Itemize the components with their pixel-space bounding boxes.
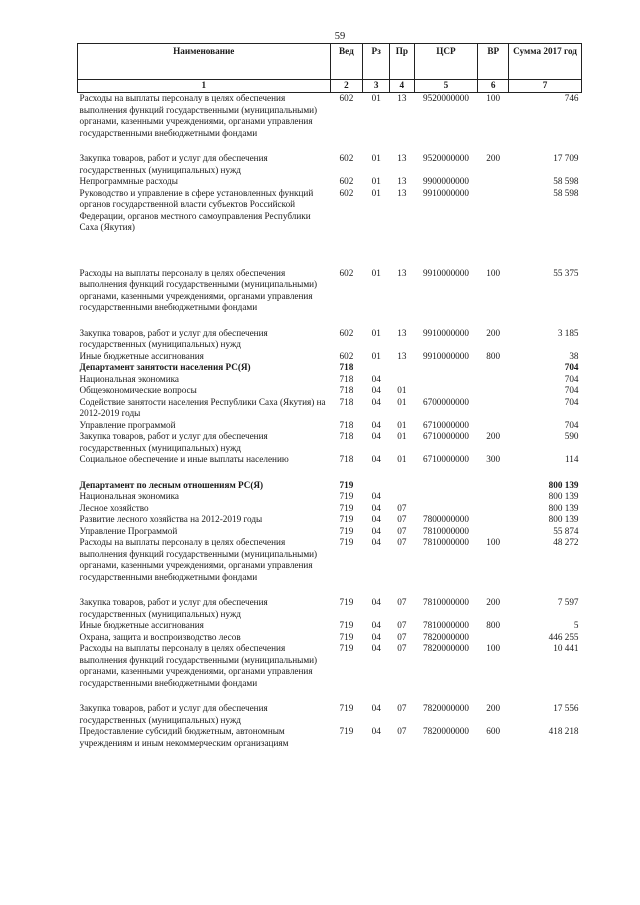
row-ved: 719: [339, 597, 354, 607]
row-pr: 01: [397, 419, 407, 430]
row-pr: [390, 491, 415, 503]
header-ved: Вед: [330, 44, 363, 80]
row-name: Департамент занятости населения РС(Я): [79, 362, 251, 372]
header-rz: Рз: [363, 44, 390, 80]
row-vr: [478, 176, 509, 188]
row-pr: [390, 362, 415, 374]
header-pr: Пр: [390, 44, 415, 80]
row-sum: 704: [564, 419, 579, 430]
row-pr: 07: [397, 537, 407, 547]
row-sum: 55 874: [553, 525, 579, 536]
row-csr: 9910000000: [423, 267, 469, 278]
table-row: [78, 597, 582, 620]
row-rz: 04: [371, 431, 381, 441]
row-sum: 800 139: [548, 514, 579, 524]
table-row: [78, 188, 582, 268]
row-ved: 719: [339, 514, 354, 524]
row-rz: 04: [371, 620, 381, 630]
row-name: Охрана, защита и воспроизводство лесов: [79, 631, 241, 642]
row-vr: [478, 514, 509, 526]
row-sum: 17 556: [553, 703, 579, 713]
row-csr: 7820000000: [423, 643, 469, 653]
row-csr: 9910000000: [423, 187, 469, 198]
row-ved: 718: [339, 454, 354, 464]
row-pr: 13: [397, 267, 407, 278]
row-csr: 7810000000: [423, 525, 469, 536]
row-csr: 7810000000: [423, 597, 469, 607]
row-pr: 01: [397, 454, 407, 464]
row-csr: 9900000000: [423, 176, 469, 186]
row-vr: 200: [486, 431, 501, 441]
row-ved: 602: [339, 350, 354, 361]
row-sum: 704: [564, 362, 579, 372]
row-pr: 01: [397, 385, 407, 395]
row-pr: 13: [397, 93, 407, 103]
row-vr: [478, 503, 509, 515]
row-csr: 7820000000: [423, 703, 469, 713]
row-ved: 719: [339, 631, 354, 642]
row-vr: [478, 374, 509, 386]
row-sum: 418 218: [548, 726, 579, 736]
row-csr: 6710000000: [423, 454, 469, 464]
row-pr: 01: [397, 431, 407, 441]
row-ved: 602: [339, 93, 354, 103]
row-name: Закупка товаров, работ и услуг для обеспечения государственных (муниципальных) нужд: [79, 703, 268, 725]
row-ved: 718: [339, 396, 354, 407]
row-vr: [478, 526, 509, 538]
row-ved: 602: [339, 267, 354, 278]
row-vr: 800: [486, 350, 501, 361]
row-rz: 01: [371, 350, 381, 361]
row-sum: 7 597: [557, 597, 579, 607]
header-vr: ВР: [478, 44, 509, 80]
row-sum: 800 139: [548, 479, 579, 490]
table-row: [78, 514, 582, 526]
table-row: [78, 537, 582, 597]
row-name: Национальная экономика: [79, 373, 180, 384]
row-pr: 13: [397, 153, 407, 163]
row-name: Содействие занятости населения Республики Саха (Якутия) на 2012-2019 годы: [79, 396, 326, 418]
row-name: Развитие лесного хозяйства на 2012-2019 годы: [79, 514, 263, 524]
row-vr: 200: [486, 597, 501, 607]
row-pr: 07: [397, 597, 407, 607]
row-sum: 17 709: [553, 153, 579, 163]
table-row: [78, 703, 582, 726]
row-sum: 5: [573, 620, 579, 630]
row-vr: 100: [486, 643, 501, 653]
row-sum: 58 598: [553, 176, 579, 186]
row-pr: 13: [397, 350, 407, 361]
row-name: Расходы на выплаты персоналу в целях обеспечения выполнения функций государственными (муниципальными) органами, казенными учреждениями, органами управления государственными внебюджетными фондами: [79, 643, 318, 688]
table-row: [78, 526, 582, 538]
row-pr: 13: [397, 187, 407, 198]
table-row: [78, 420, 582, 432]
table-header: [78, 44, 582, 93]
row-rz: 04: [371, 726, 381, 736]
row-pr: 07: [397, 726, 407, 736]
row-csr: 9910000000: [423, 327, 469, 338]
row-csr: [414, 374, 478, 386]
row-ved: 602: [339, 153, 354, 163]
row-name: Лесное хозяйство: [79, 502, 149, 513]
row-sum: 704: [564, 396, 579, 407]
row-csr: 7810000000: [423, 537, 469, 547]
row-ved: 719: [339, 726, 354, 736]
row-name: Закупка товаров, работ и услуг для обеспечения государственных (муниципальных) нужд: [79, 327, 268, 349]
row-ved: 602: [339, 327, 354, 338]
row-ved: 719: [339, 703, 354, 713]
row-pr: 01: [397, 396, 407, 407]
row-csr: 7820000000: [423, 631, 469, 642]
row-csr: 6700000000: [423, 396, 469, 407]
table-row: [78, 351, 582, 363]
row-rz: 01: [371, 187, 381, 198]
row-rz: 04: [371, 419, 381, 430]
row-pr: 07: [397, 525, 407, 536]
row-sum: 114: [565, 454, 579, 464]
row-rz: 04: [371, 525, 381, 536]
row-ved: 602: [339, 187, 354, 198]
row-vr: [478, 420, 509, 432]
table-row: [78, 480, 582, 492]
row-csr: 6710000000: [423, 419, 469, 430]
row-rz: [363, 362, 390, 374]
row-vr: 600: [486, 726, 501, 736]
table-row: [78, 620, 582, 632]
row-rz: 04: [371, 385, 381, 395]
row-pr: 13: [397, 327, 407, 338]
column-number: 1: [78, 80, 331, 93]
row-vr: 200: [486, 703, 501, 713]
table-row: [78, 503, 582, 515]
row-pr: [390, 480, 415, 492]
row-sum: 704: [564, 373, 579, 384]
table-row: [78, 726, 582, 749]
row-ved: 719: [339, 502, 354, 513]
row-csr: 9520000000: [423, 153, 469, 163]
row-vr: [478, 385, 509, 397]
row-csr: 7800000000: [423, 514, 469, 524]
row-csr: [414, 480, 478, 492]
table-row: [78, 374, 582, 386]
row-vr: [478, 362, 509, 374]
row-ved: 718: [339, 362, 354, 372]
row-name: Закупка товаров, работ и услуг для обеспечения государственных (муниципальных) нужд: [79, 431, 268, 453]
row-vr: 200: [486, 327, 501, 338]
table-body: [78, 93, 582, 750]
row-ved: 719: [339, 620, 354, 630]
table-row: [78, 431, 582, 454]
row-name: Национальная экономика: [79, 491, 180, 501]
table-row: [78, 643, 582, 703]
row-csr: [414, 385, 478, 397]
row-vr: 100: [486, 537, 501, 547]
row-name: Иные бюджетные ассигнования: [79, 350, 204, 361]
row-sum: 800 139: [548, 502, 579, 513]
page-number: 59: [334, 31, 346, 42]
row-rz: 04: [371, 396, 381, 407]
table-row: [78, 454, 582, 480]
table-row: [78, 176, 582, 188]
row-ved: 719: [339, 643, 354, 653]
row-sum: 55 375: [553, 267, 579, 278]
row-rz: 01: [371, 93, 381, 103]
row-name: Закупка товаров, работ и услуг для обеспечения государственных (муниципальных) нужд: [79, 153, 268, 175]
row-rz: 04: [371, 454, 381, 464]
row-pr: 07: [397, 643, 407, 653]
row-ved: 718: [339, 431, 354, 441]
row-sum: 800 139: [548, 491, 579, 501]
row-csr: 9910000000: [423, 350, 469, 361]
row-sum: 446 255: [548, 631, 579, 642]
budget-table: [77, 43, 582, 749]
row-name: Иные бюджетные ассигнования: [79, 620, 204, 630]
row-name: Общеэкономические вопросы: [79, 385, 197, 395]
row-vr: [478, 632, 509, 644]
row-sum: 746: [564, 93, 579, 103]
row-name: Расходы на выплаты персоналу в целях обеспечения выполнения функций государственными (муниципальными) органами, казенными учреждениями, органами управления государственными внебюджетными фондами: [79, 267, 318, 312]
table-row: [78, 153, 582, 176]
row-rz: 04: [371, 703, 381, 713]
header-name: Наименование: [78, 44, 331, 80]
row-vr: 100: [486, 267, 501, 278]
row-vr: [478, 480, 509, 492]
row-rz: 04: [371, 502, 381, 513]
row-csr: [414, 362, 478, 374]
row-rz: 01: [371, 176, 381, 186]
row-name: Расходы на выплаты персоналу в целях обеспечения выполнения функций государственными (муниципальными) органами, казенными учреждениями, органами управления государственными внебюджетными фондами: [79, 537, 318, 582]
row-sum: 590: [564, 431, 579, 441]
row-rz: 04: [371, 491, 381, 501]
row-sum: 38: [569, 350, 579, 361]
row-rz: 04: [371, 373, 381, 384]
row-pr: 13: [397, 176, 407, 186]
row-csr: [414, 491, 478, 503]
row-sum: 48 272: [553, 537, 579, 547]
table-row: [78, 385, 582, 397]
table-row: [78, 397, 582, 420]
row-rz: 04: [371, 597, 381, 607]
row-name: Расходы на выплаты персоналу в целях обеспечения выполнения функций государственными (муниципальными) органами, казенными учреждениями, органами управления государственными внебюджетными фондами: [79, 93, 318, 138]
row-pr: 07: [397, 620, 407, 630]
table-row: [78, 632, 582, 644]
table-row: [78, 362, 582, 374]
row-name: Управление программой: [79, 419, 176, 430]
table-row: [78, 93, 582, 154]
row-name: Предоставление субсидий бюджетным, автономным учреждениям и иным некоммерческим организациям: [79, 726, 289, 748]
row-ved: 718: [339, 385, 354, 395]
row-vr: 100: [486, 93, 501, 103]
row-pr: 07: [397, 514, 407, 524]
header-sum: Сумма 2017 год: [509, 44, 582, 80]
row-pr: 07: [397, 631, 407, 642]
table-row: [78, 268, 582, 328]
row-rz: 04: [371, 537, 381, 547]
row-pr: 07: [397, 502, 407, 513]
table-row: [78, 328, 582, 351]
row-csr: 9520000000: [423, 93, 469, 103]
row-csr: 7820000000: [423, 726, 469, 736]
column-number: 4: [390, 80, 415, 93]
row-name: Руководство и управление в сфере установленных функций органов государственной власти субъектов Российской Федерации, органов местного самоуправления Республики Саха (Якутия): [79, 187, 314, 232]
row-rz: 01: [371, 267, 381, 278]
row-sum: 10 441: [553, 643, 579, 653]
column-number: 3: [363, 80, 390, 93]
row-pr: [390, 374, 415, 386]
row-rz: 04: [371, 643, 381, 653]
row-rz: 01: [371, 153, 381, 163]
row-ved: 718: [339, 373, 354, 384]
row-ved: 719: [339, 525, 354, 536]
table-row: [78, 491, 582, 503]
row-sum: 58 598: [553, 187, 579, 198]
row-csr: 6710000000: [423, 431, 469, 441]
row-vr: [478, 397, 509, 420]
row-ved: 719: [339, 537, 354, 547]
row-vr: 200: [486, 153, 501, 163]
row-rz: 04: [371, 514, 381, 524]
header-csr: ЦСР: [414, 44, 478, 80]
row-rz: [363, 480, 390, 492]
row-vr: [478, 491, 509, 503]
row-csr: [414, 503, 478, 515]
row-ved: 602: [339, 176, 354, 186]
row-sum: 704: [564, 385, 579, 395]
column-number: 7: [509, 80, 582, 93]
column-number-row: [78, 80, 582, 93]
row-ved: 718: [339, 419, 354, 430]
row-name: Непрограммные расходы: [79, 176, 178, 186]
row-vr: [478, 188, 509, 268]
row-csr: 7810000000: [423, 620, 469, 630]
row-vr: 300: [486, 454, 501, 464]
column-number: 2: [330, 80, 363, 93]
row-rz: 04: [371, 631, 381, 642]
row-name: Управление Программой: [79, 525, 178, 536]
column-number: 5: [414, 80, 478, 93]
row-name: Департамент по лесным отношениям РС(Я): [79, 479, 264, 490]
row-vr: 800: [486, 620, 501, 630]
row-sum: 3 185: [557, 327, 579, 338]
row-pr: 07: [397, 703, 407, 713]
row-name: Закупка товаров, работ и услуг для обеспечения государственных (муниципальных) нужд: [79, 597, 268, 619]
row-name: Социальное обеспечение и иные выплаты населению: [79, 454, 289, 464]
row-rz: 01: [371, 327, 381, 338]
row-ved: 719: [339, 479, 354, 490]
row-ved: 719: [339, 491, 354, 501]
column-number: 6: [478, 80, 509, 93]
